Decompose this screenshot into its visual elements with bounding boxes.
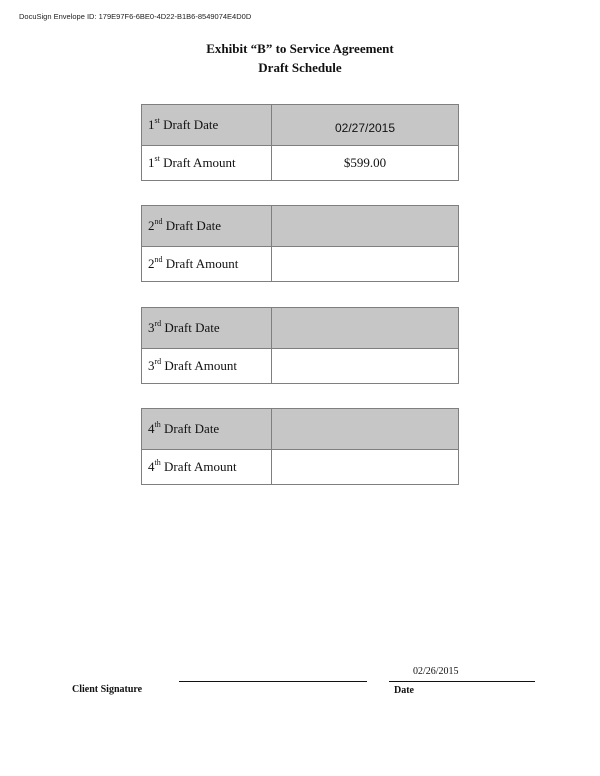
client-signature-label: Client Signature: [72, 684, 143, 695]
draft-amount-value[interactable]: [272, 349, 459, 384]
document-title: Exhibit “B” to Service Agreement: [206, 41, 394, 56]
draft-amount-value[interactable]: [272, 450, 459, 485]
document-subtitle: Draft Schedule: [258, 60, 342, 75]
date-line: [389, 681, 535, 682]
draft-date-label: 4th Draft Date: [142, 409, 272, 450]
draft-amount-value[interactable]: $599.00: [272, 146, 459, 181]
draft-date-value[interactable]: [272, 206, 459, 247]
date-label: Date: [394, 685, 414, 696]
draft-amount-label: 1st Draft Amount: [142, 146, 272, 181]
draft-date-value[interactable]: [272, 409, 459, 450]
draft-date-label: 1st Draft Date: [142, 105, 272, 146]
draft-table-1: [141, 104, 459, 181]
draft-amount-value[interactable]: [272, 247, 459, 282]
signed-date-value: 02/26/2015: [413, 666, 459, 677]
draft-date-value[interactable]: 02/27/2015: [272, 105, 459, 146]
draft-amount-label: 3rd Draft Amount: [142, 349, 272, 384]
draft-table-3: [141, 307, 459, 384]
draft-table-2: [141, 205, 459, 282]
envelope-id: DocuSign Envelope ID: 179E97F6-6BE0-4D22-B1B6-8549074E4D0D: [19, 12, 252, 21]
draft-date-label: 3rd Draft Date: [142, 308, 272, 349]
draft-amount-label: 4th Draft Amount: [142, 450, 272, 485]
draft-date-value[interactable]: [272, 308, 459, 349]
signature-line[interactable]: [179, 681, 367, 682]
draft-amount-label: 2nd Draft Amount: [142, 247, 272, 282]
draft-date-label: 2nd Draft Date: [142, 206, 272, 247]
draft-table-4: [141, 408, 459, 485]
